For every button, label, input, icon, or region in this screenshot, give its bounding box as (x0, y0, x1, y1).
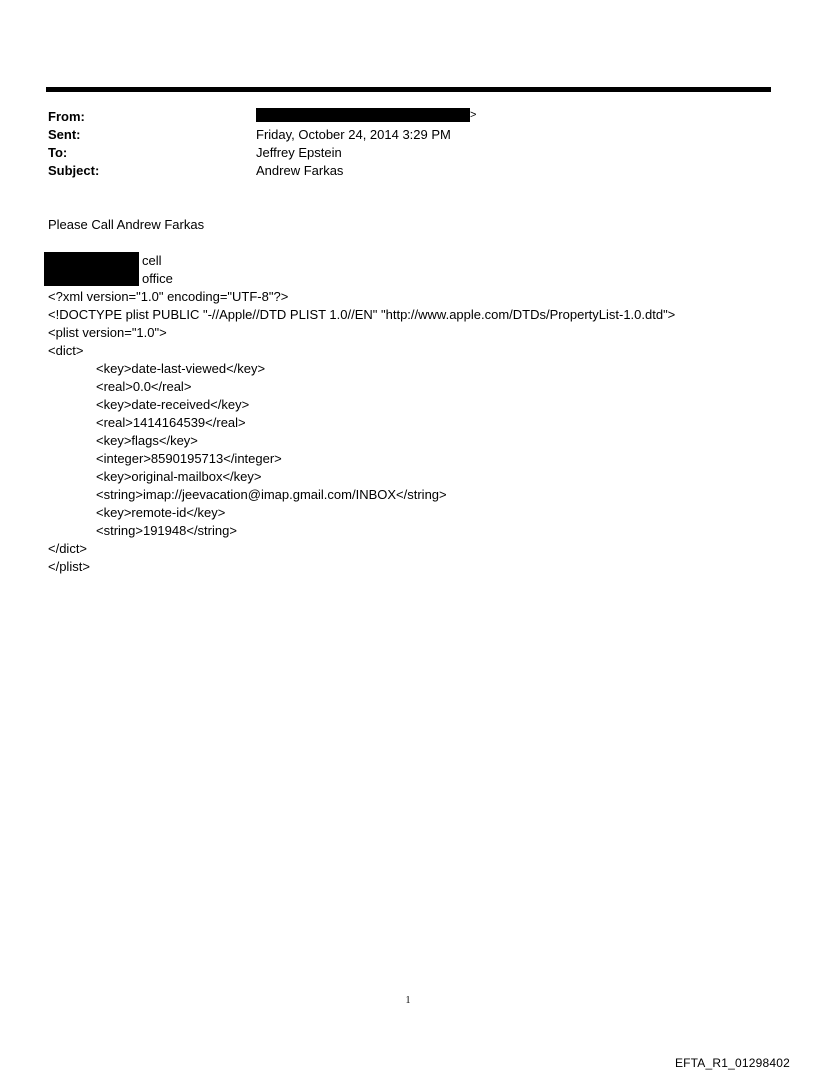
subject-value: Andrew Farkas (256, 163, 344, 178)
to-label: To: (48, 145, 68, 160)
plist-line: <key>original-mailbox</key> (96, 469, 262, 484)
to-value: Jeffrey Epstein (256, 145, 342, 160)
plist-line: <real>0.0</real> (96, 379, 192, 394)
plist-line: <string>imap://jeevacation@imap.gmail.com/INBOX</string> (96, 487, 447, 502)
plist-line: <dict> (48, 343, 84, 358)
header-rule (46, 87, 771, 92)
from-redaction (256, 108, 470, 122)
plist-line: <plist version="1.0"> (48, 325, 167, 340)
plist-line: </plist> (48, 559, 90, 574)
document-id: EFTA_R1_01298402 (674, 1056, 790, 1070)
plist-line: <integer>8590195713</integer> (96, 451, 282, 466)
from-redaction-edge: > (470, 109, 477, 121)
plist-line: </dict> (48, 541, 88, 556)
plist-line: <string>191948</string> (96, 523, 237, 538)
sent-label: Sent: (48, 127, 81, 142)
sent-value: Friday, October 24, 2014 3:29 PM (256, 127, 451, 142)
plist-line: <key>date-received</key> (96, 397, 250, 412)
plist-line: <!DOCTYPE plist PUBLIC "-//Apple//DTD PLIST 1.0//EN" "http://www.apple.com/DTDs/PropertyList-1.0.dtd"> (48, 307, 676, 322)
plist-line: <real>1414164539</real> (96, 415, 246, 430)
subject-label: Subject: (48, 163, 100, 178)
phone-redaction (44, 252, 139, 286)
body-greeting: Please Call Andrew Farkas (48, 217, 205, 232)
page-number: 1 (405, 995, 411, 1006)
plist-line: <key>remote-id</key> (96, 505, 226, 520)
plist-line: <?xml version="1.0" encoding="UTF-8"?> (48, 289, 289, 304)
plist-line: <key>flags</key> (96, 433, 198, 448)
phone-cell-label: cell (142, 253, 162, 268)
phone-office-label: office (142, 271, 173, 286)
from-label: From: (48, 109, 85, 124)
plist-line: <key>date-last-viewed</key> (96, 361, 266, 376)
